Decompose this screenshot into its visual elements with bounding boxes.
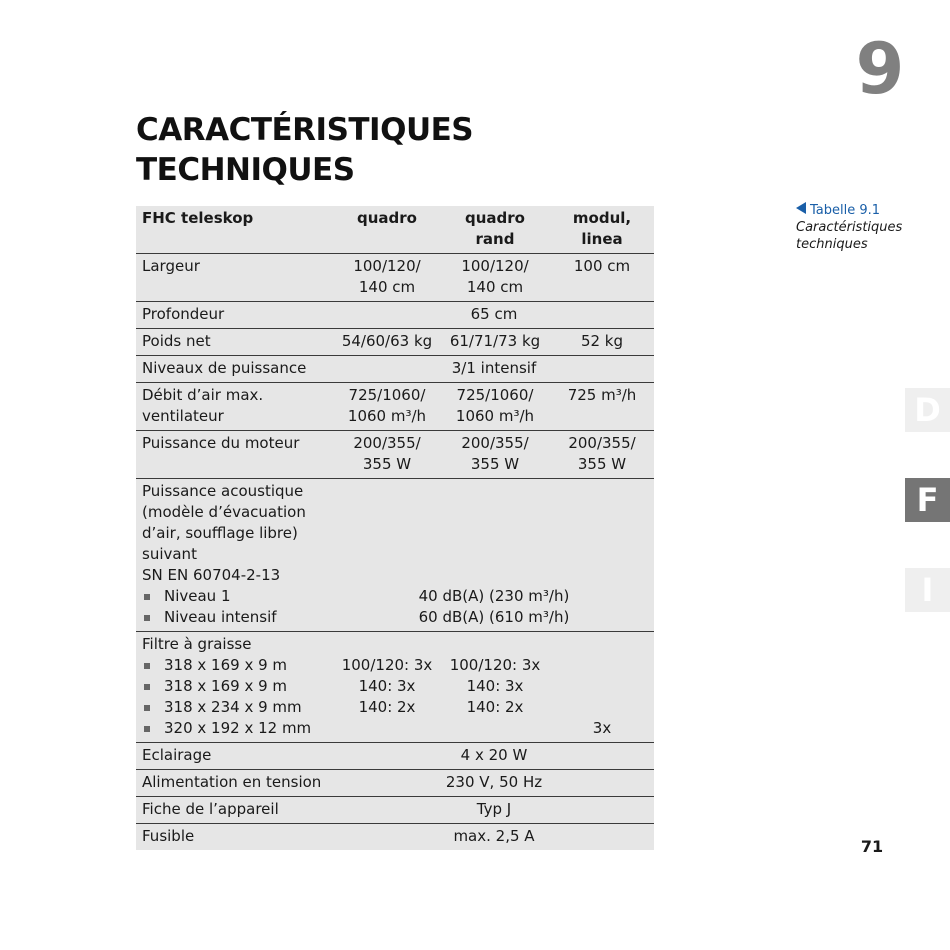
list-item: 318 x 169 x 9 m <box>142 676 328 697</box>
cell-largeur-modul: 100 cm <box>573 257 631 275</box>
language-tab-d[interactable]: D <box>905 388 950 432</box>
page-title <box>136 110 473 190</box>
cell-poids-quadro: 54/60/63 kg <box>341 332 433 350</box>
list-item: Niveau intensif <box>142 607 328 628</box>
table-row <box>136 302 654 329</box>
cell-poids-quadro-rand: 61/71/73 kg <box>449 332 541 350</box>
page-title-line-1: CARACTÉRISTIQUES <box>136 112 474 148</box>
table-row <box>136 356 654 383</box>
row-label-moteur: Puissance du moteur <box>142 434 300 452</box>
list-item: Niveau 1 <box>142 586 328 607</box>
cell-fusible: max. 2,5 A <box>453 827 535 845</box>
row-label-acoustique: Puissance acoustique (modèle d’évacuation d’air, soufflage libre) suivant SN EN 60704-2-13 Niveau 1 Niveau intensif <box>136 479 332 632</box>
header-model: FHC teleskop <box>142 209 254 227</box>
cell-acoustique: 40 dB(A) (230 m³/h) 60 dB(A) (610 m³/h) <box>418 587 570 626</box>
row-label-debit: Débit d’air max. ventilateur <box>142 386 264 425</box>
row-label-largeur: Largeur <box>142 257 200 275</box>
table-row <box>136 254 654 302</box>
table-row <box>136 632 654 743</box>
header-quadro-rand: quadro rand <box>465 209 525 248</box>
row-label-fusible: Fusible <box>142 827 195 845</box>
table-row <box>136 431 654 479</box>
list-item: 318 x 234 x 9 mm <box>142 697 328 718</box>
cell-filtre-quadro-rand: 100/120: 3x 140: 3x 140: 2x <box>449 656 541 716</box>
table-caption <box>796 202 946 253</box>
cell-eclairage: 4 x 20 W <box>460 746 528 764</box>
cell-debit-modul: 725 m³/h <box>567 386 637 404</box>
table-row <box>136 797 654 824</box>
table-row <box>136 770 654 797</box>
cell-debit-quadro-rand: 725/1060/ 1060 m³/h <box>455 386 535 425</box>
cell-profondeur: 65 cm <box>470 305 518 323</box>
row-label-fiche: Fiche de l’appareil <box>142 800 279 818</box>
row-label-alimentation: Alimentation en tension <box>142 773 322 791</box>
cell-debit-quadro: 725/1060/ 1060 m³/h <box>347 386 427 425</box>
cell-filtre-modul: 3x <box>592 719 612 737</box>
row-label-niveaux: Niveaux de puissance <box>142 359 307 377</box>
row-label-profondeur: Profondeur <box>142 305 225 323</box>
cell-niveaux: 3/1 intensif <box>451 359 537 377</box>
table-header-row <box>136 206 654 254</box>
table-row <box>136 743 654 770</box>
cell-moteur-modul: 200/355/ 355 W <box>568 434 636 473</box>
table-caption-number: Tabelle 9.1 <box>810 203 881 218</box>
language-tab-f[interactable]: F <box>905 478 950 522</box>
row-label-poids: Poids net <box>142 332 211 350</box>
table-caption-label <box>796 202 946 219</box>
cell-fiche: Typ J <box>476 800 512 818</box>
cell-largeur-quadro-rand: 100/120/ 140 cm <box>461 257 529 296</box>
cell-poids-modul: 52 kg <box>580 332 624 350</box>
table-row <box>136 329 654 356</box>
cell-largeur-quadro: 100/120/ 140 cm <box>353 257 421 296</box>
row-label-eclairage: Eclairage <box>142 746 212 764</box>
list-item: 318 x 169 x 9 m <box>142 655 328 676</box>
table-row <box>136 824 654 851</box>
cell-moteur-quadro: 200/355/ 355 W <box>353 434 421 473</box>
language-tab-i[interactable]: I <box>905 568 950 612</box>
triangle-left-icon <box>796 202 806 214</box>
spec-table <box>136 206 654 850</box>
header-quadro: quadro <box>357 209 417 227</box>
table-row <box>136 383 654 431</box>
cell-moteur-quadro-rand: 200/355/ 355 W <box>461 434 529 473</box>
table-caption-desc-2: techniques <box>796 237 868 252</box>
table-row <box>136 479 654 632</box>
header-modul-linea: modul, linea <box>572 209 632 248</box>
page-title-line-2: TECHNIQUES <box>136 152 355 188</box>
table-caption-desc-1: Caractéristiques <box>796 220 903 235</box>
row-label-filtre: Filtre à graisse 318 x 169 x 9 m 318 x 169 x 9 m 318 x 234 x 9 mm 320 x 192 x 12 mm <box>136 632 332 743</box>
list-item: 320 x 192 x 12 mm <box>142 718 328 739</box>
cell-filtre-quadro: 100/120: 3x 140: 3x 140: 2x <box>341 656 433 716</box>
page-number: 71 <box>860 837 884 856</box>
chapter-number: 9 <box>855 28 905 110</box>
cell-alimentation: 230 V, 50 Hz <box>445 773 543 791</box>
